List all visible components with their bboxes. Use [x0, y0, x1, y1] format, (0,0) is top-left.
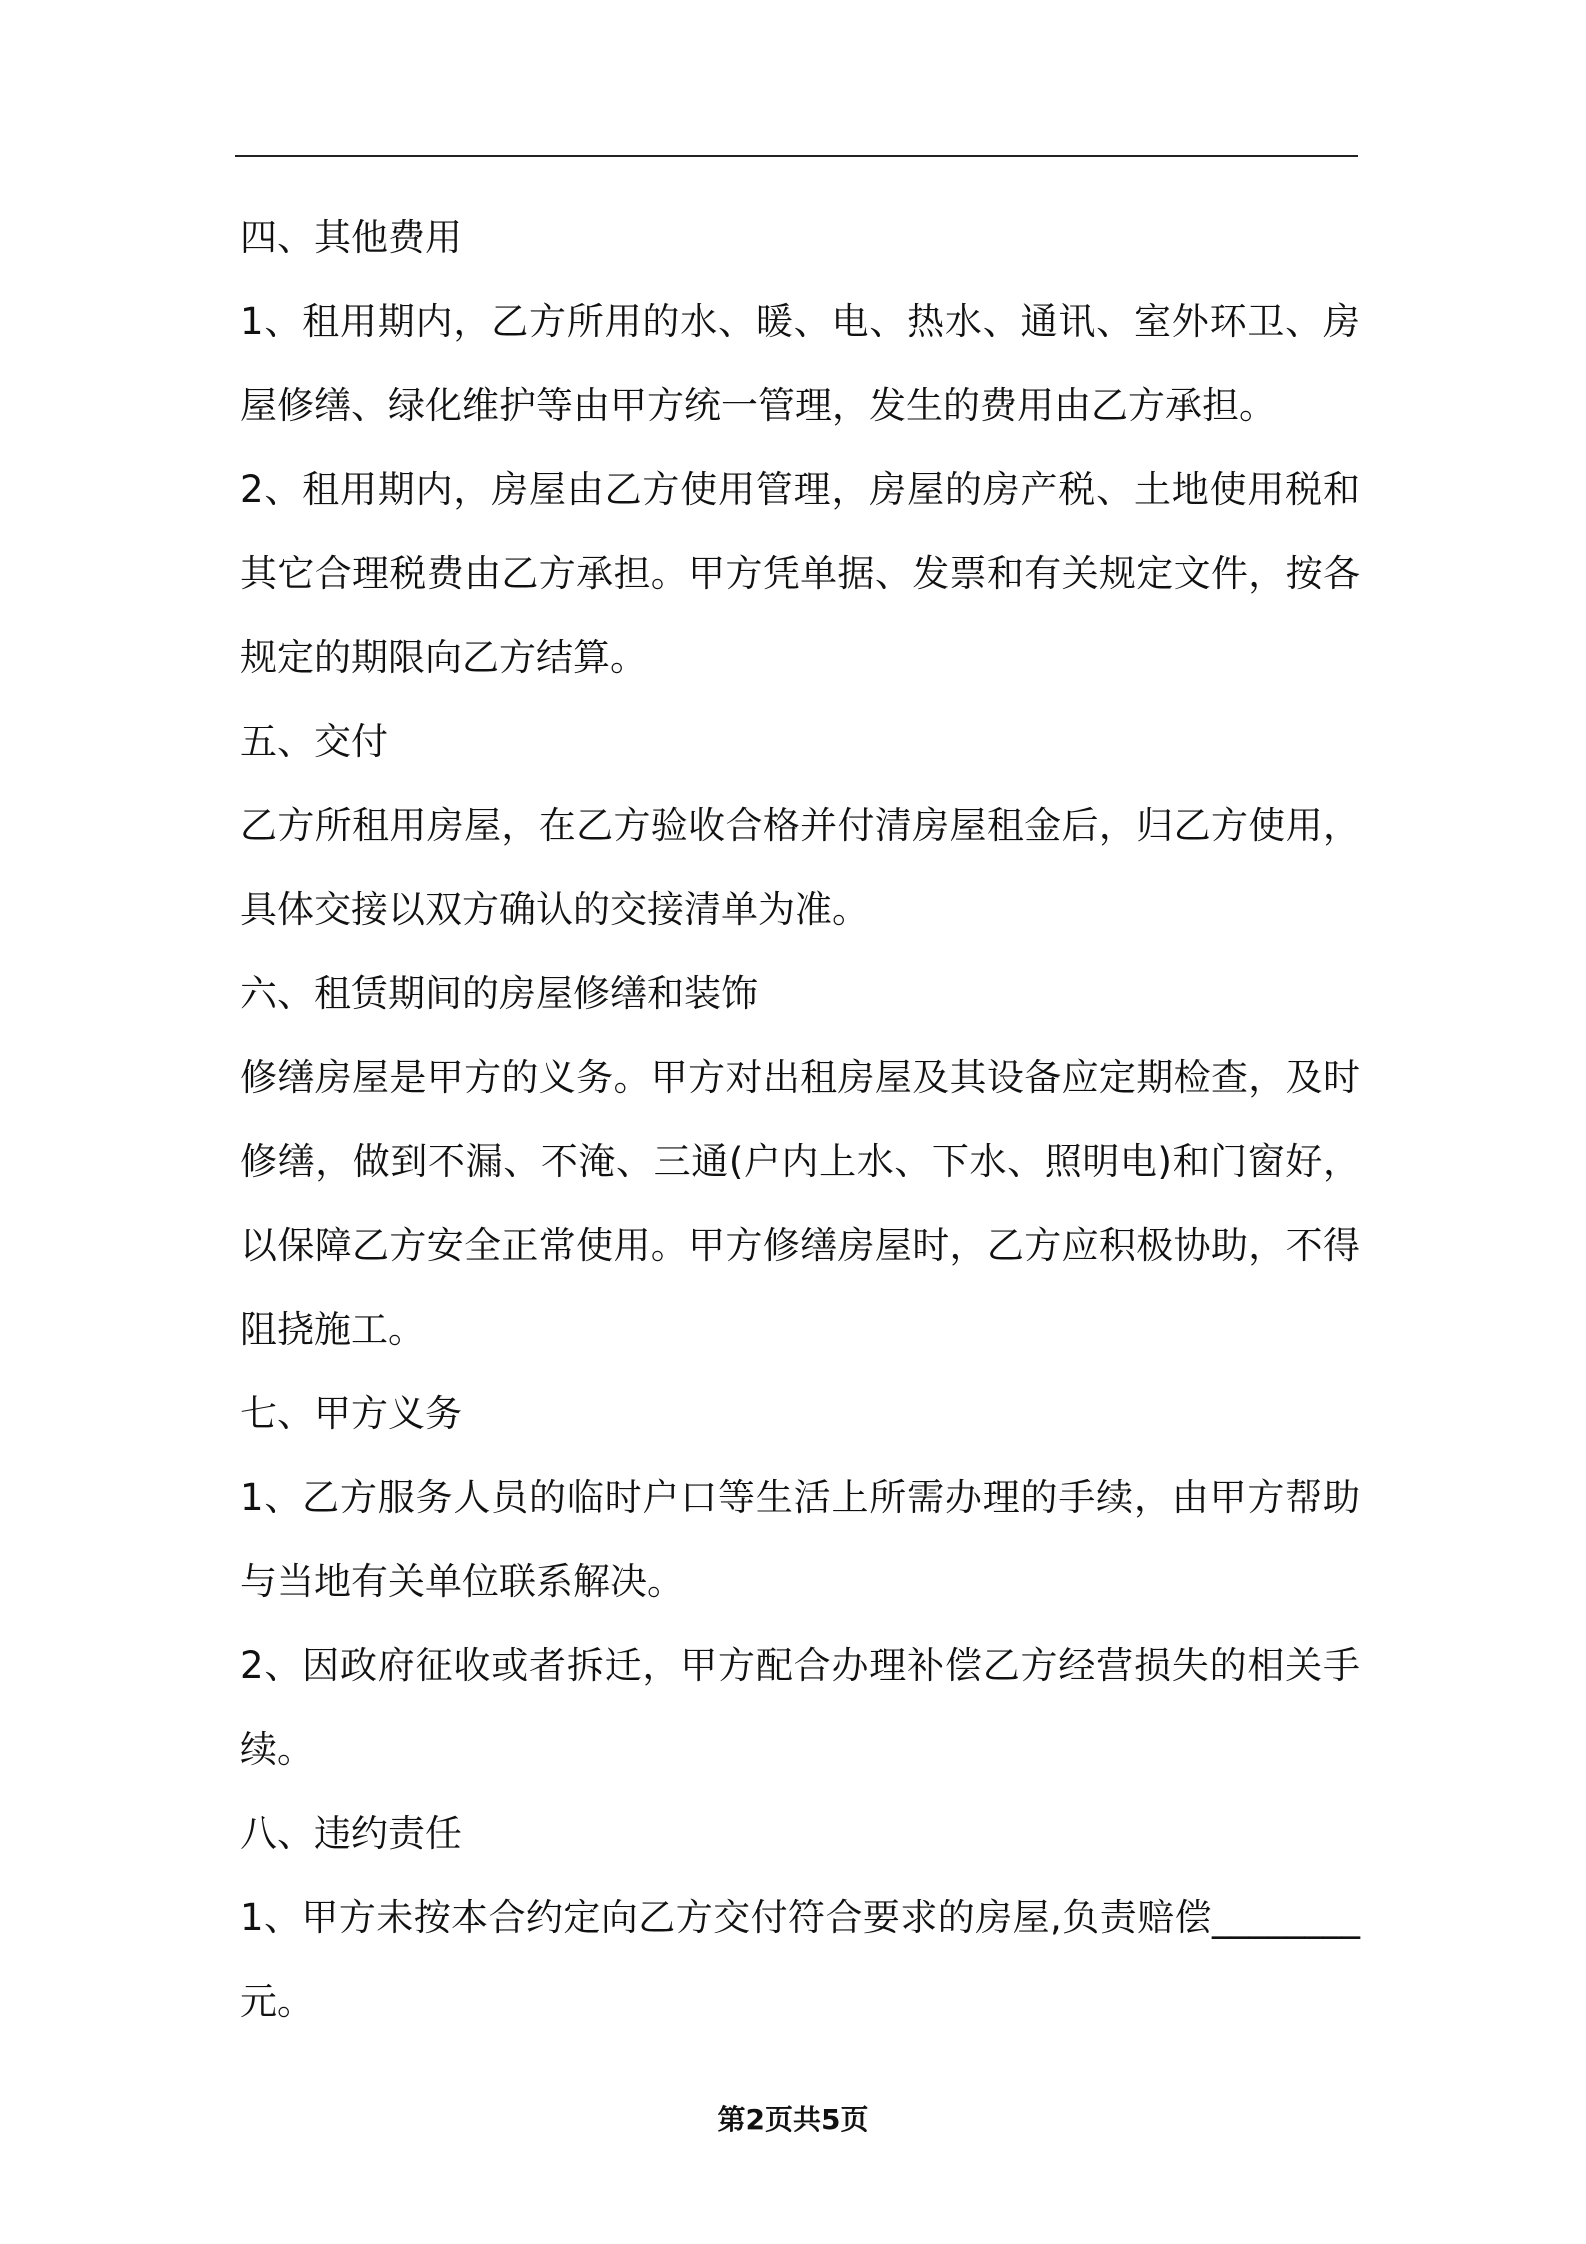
paragraph-line: 以保障乙方安全正常使用。甲方修缮房屋时，乙方应积极协助，不得 [240, 1224, 1360, 1267]
paragraph-line: 1、甲方未按本合约定向乙方交付符合要求的房屋,负责赔偿________ [240, 1896, 1360, 1939]
paragraph-line: 1、乙方服务人员的临时户口等生活上所需办理的手续，由甲方帮助 [240, 1476, 1360, 1519]
paragraph-line: 阻挠施工。 [240, 1308, 425, 1351]
paragraph-line: 具体交接以双方确认的交接清单为准。 [240, 888, 869, 931]
paragraph-line: 2、因政府征收或者拆迁，甲方配合办理补偿乙方经营损失的相关手 [240, 1644, 1360, 1687]
paragraph-line: 规定的期限向乙方结算。 [240, 636, 647, 679]
paragraph-line: 元。 [240, 1980, 314, 2023]
paragraph-line: 1、租用期内，乙方所用的水、暖、电、热水、通讯、室外环卫、房 [240, 300, 1360, 343]
paragraph-line: 屋修缮、绿化维护等由甲方统一管理，发生的费用由乙方承担。 [240, 384, 1276, 427]
paragraph-line: 续。 [240, 1728, 314, 1771]
page-number: 第2页共5页 [717, 2103, 869, 2136]
section-heading-party-a-duties: 七、甲方义务 [240, 1392, 462, 1435]
paragraph-line: 修缮房屋是甲方的义务。甲方对出租房屋及其设备应定期检查，及时 [240, 1056, 1360, 1099]
section-heading-liability: 八、违约责任 [240, 1812, 462, 1855]
section-heading-delivery: 五、交付 [240, 720, 388, 763]
section-heading-other-fees: 四、其他费用 [240, 216, 462, 259]
section-heading-repairs: 六、租赁期间的房屋修缮和装饰 [240, 972, 758, 1015]
paragraph-line: 2、租用期内，房屋由乙方使用管理，房屋的房产税、土地使用税和 [240, 468, 1360, 511]
paragraph-line: 修缮，做到不漏、不淹、三通(户内上水、下水、照明电)和门窗好， [240, 1140, 1360, 1183]
document-body [240, 196, 1360, 2044]
paragraph-line: 其它合理税费由乙方承担。甲方凭单据、发票和有关规定文件，按各 [240, 552, 1360, 595]
paragraph-line: 乙方所租用房屋，在乙方验收合格并付清房屋租金后，归乙方使用， [240, 804, 1360, 847]
header-rule [235, 155, 1358, 157]
paragraph-line: 与当地有关单位联系解决。 [240, 1560, 684, 1603]
